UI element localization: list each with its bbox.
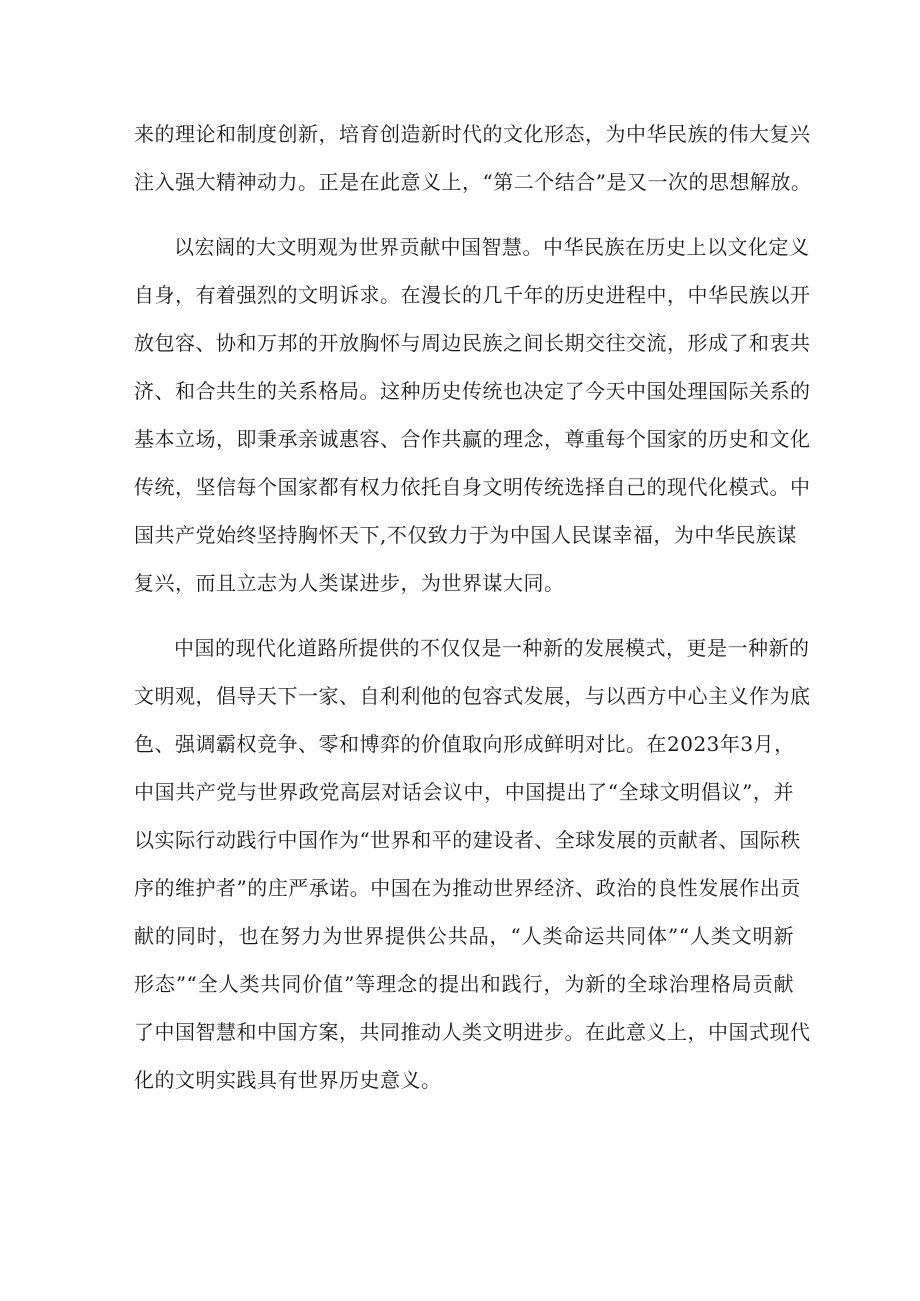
- paragraph-2-line-1: 以宏阔的大文明观为世界贡献中国智慧。中华民族在历史上以文化定义: [174, 235, 810, 259]
- paragraph-3-line-5: 以实际行动践行中国作为“世界和平的建设者、全球发展的贡献者、国际秩: [134, 828, 801, 852]
- paragraph-2-line-2: 自身，有着强烈的文明诉求。在漫长的几千年的历史进程中，中华民族以开: [134, 283, 811, 307]
- paragraph-2-line-5: 基本立场，即秉承亲诚惠容、合作共赢的理念，尊重每个国家的历史和文化: [134, 427, 811, 451]
- paragraph-2-line-7: 国共产党始终坚持胸怀天下,不仅致力于为中国人民谋幸福，为中华民族谋: [134, 523, 797, 547]
- paragraph-2-line-3: 放包容、协和万邦的开放胸怀与周边民族之间长期交往交流，形成了和衷共: [134, 331, 811, 355]
- paragraph-1-line-1: 来的理论和制度创新，培育创造新时代的文化形态，为中华民族的伟大复兴: [134, 122, 811, 146]
- paragraph-3-line-2: 文明观，倡导天下一家、自利利他的包容式发展，与以西方中心主义作为底: [134, 684, 811, 708]
- paragraph-3-line-4: 中国共产党与世界政党高层对话会议中，中国提出了“全球文明倡议”，并: [134, 780, 794, 804]
- paragraph-1-line-2: 注入强大精神动力。正是在此意义上，“第二个结合”是又一次的思想解放。: [134, 170, 812, 194]
- paragraph-3-line-6: 序的维护者”的庄严承诺。中国在为推动世界经济、政治的良性发展作出贡: [134, 876, 801, 900]
- paragraph-2-line-4: 济、和合共生的关系格局。这种历史传统也决定了今天中国处理国际关系的: [134, 379, 811, 403]
- paragraph-3-line-3: 色、强调霸权竞争、零和博弈的价值取向形成鲜明对比。在2023年3月，: [134, 732, 795, 756]
- paragraph-3-line-7: 献的同时，也在努力为世界提供公共品，“人类命运共同体”“人类文明新: [134, 924, 794, 948]
- paragraph-2-line-8: 复兴，而且立志为人类谋进步，为世界谋大同。: [134, 571, 565, 595]
- paragraph-3-line-8: 形态”“全人类共同价值”等理念的提出和践行，为新的全球治理格局贡献: [134, 972, 794, 996]
- paragraph-2-line-6: 传统，坚信每个国家都有权力依托自身文明传统选择自己的现代化模式。中: [134, 475, 811, 499]
- paragraph-3-line-1: 中国的现代化道路所提供的不仅仅是一种新的发展模式，更是一种新的: [174, 636, 810, 660]
- paragraph-3-line-10: 化的文明实践具有世界历史意义。: [134, 1068, 442, 1092]
- paragraph-3-line-9: 了中国智慧和中国方案，共同推动人类文明进步。在此意义上，中国式现代: [134, 1020, 811, 1044]
